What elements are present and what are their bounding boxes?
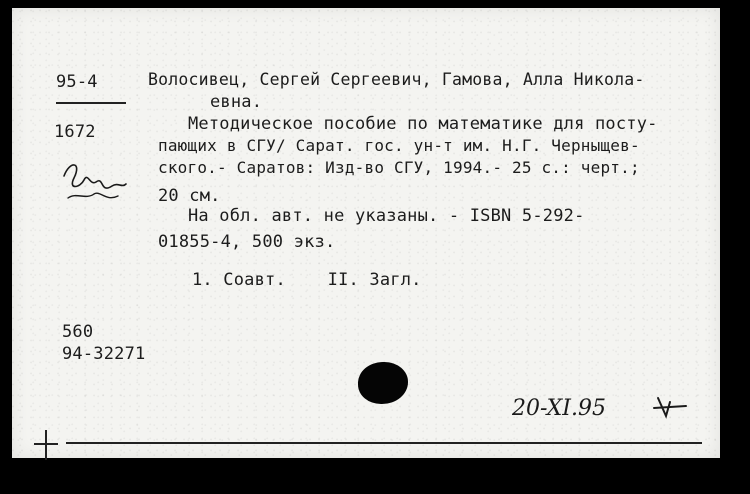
title-line-3: ского.- Саратов: Изд-во СГУ, 1994.- 25 с.: черт.; xyxy=(158,158,640,177)
title-line-1: Методическое пособие по математике для посту- xyxy=(188,114,658,134)
corner-cross-mark xyxy=(34,430,58,460)
class-code: 560 xyxy=(62,322,94,342)
handwritten-signature xyxy=(60,158,130,210)
notes-line-1: На обл. авт. не указаны. - ISBN 5-292- xyxy=(188,206,585,226)
catalog-card xyxy=(12,8,720,458)
date-checkmark xyxy=(652,392,692,422)
author-line-2: евна. xyxy=(210,92,263,112)
title-line-2: пающих в СГУ/ Сарат. гос. ун-т им. Н.Г. Черныщев- xyxy=(158,136,640,155)
inventory-number: 1672 xyxy=(54,122,96,142)
author-line-1: Волосивец, Сергей Сергеевич, Гамова, Алла Никола- xyxy=(148,70,645,89)
bottom-rule xyxy=(66,442,702,444)
notes-line-2: 01855-4, 500 экз. xyxy=(158,232,336,252)
title-line-4: 20 см. xyxy=(158,186,221,206)
call-number-underline xyxy=(56,102,126,104)
tracings: 1. Соавт. II. Загл. xyxy=(192,270,422,290)
registration-number: 94-32271 xyxy=(62,344,146,364)
date-stamp: 20-XI.95 xyxy=(512,396,606,421)
call-number: 95-4 xyxy=(56,72,98,92)
